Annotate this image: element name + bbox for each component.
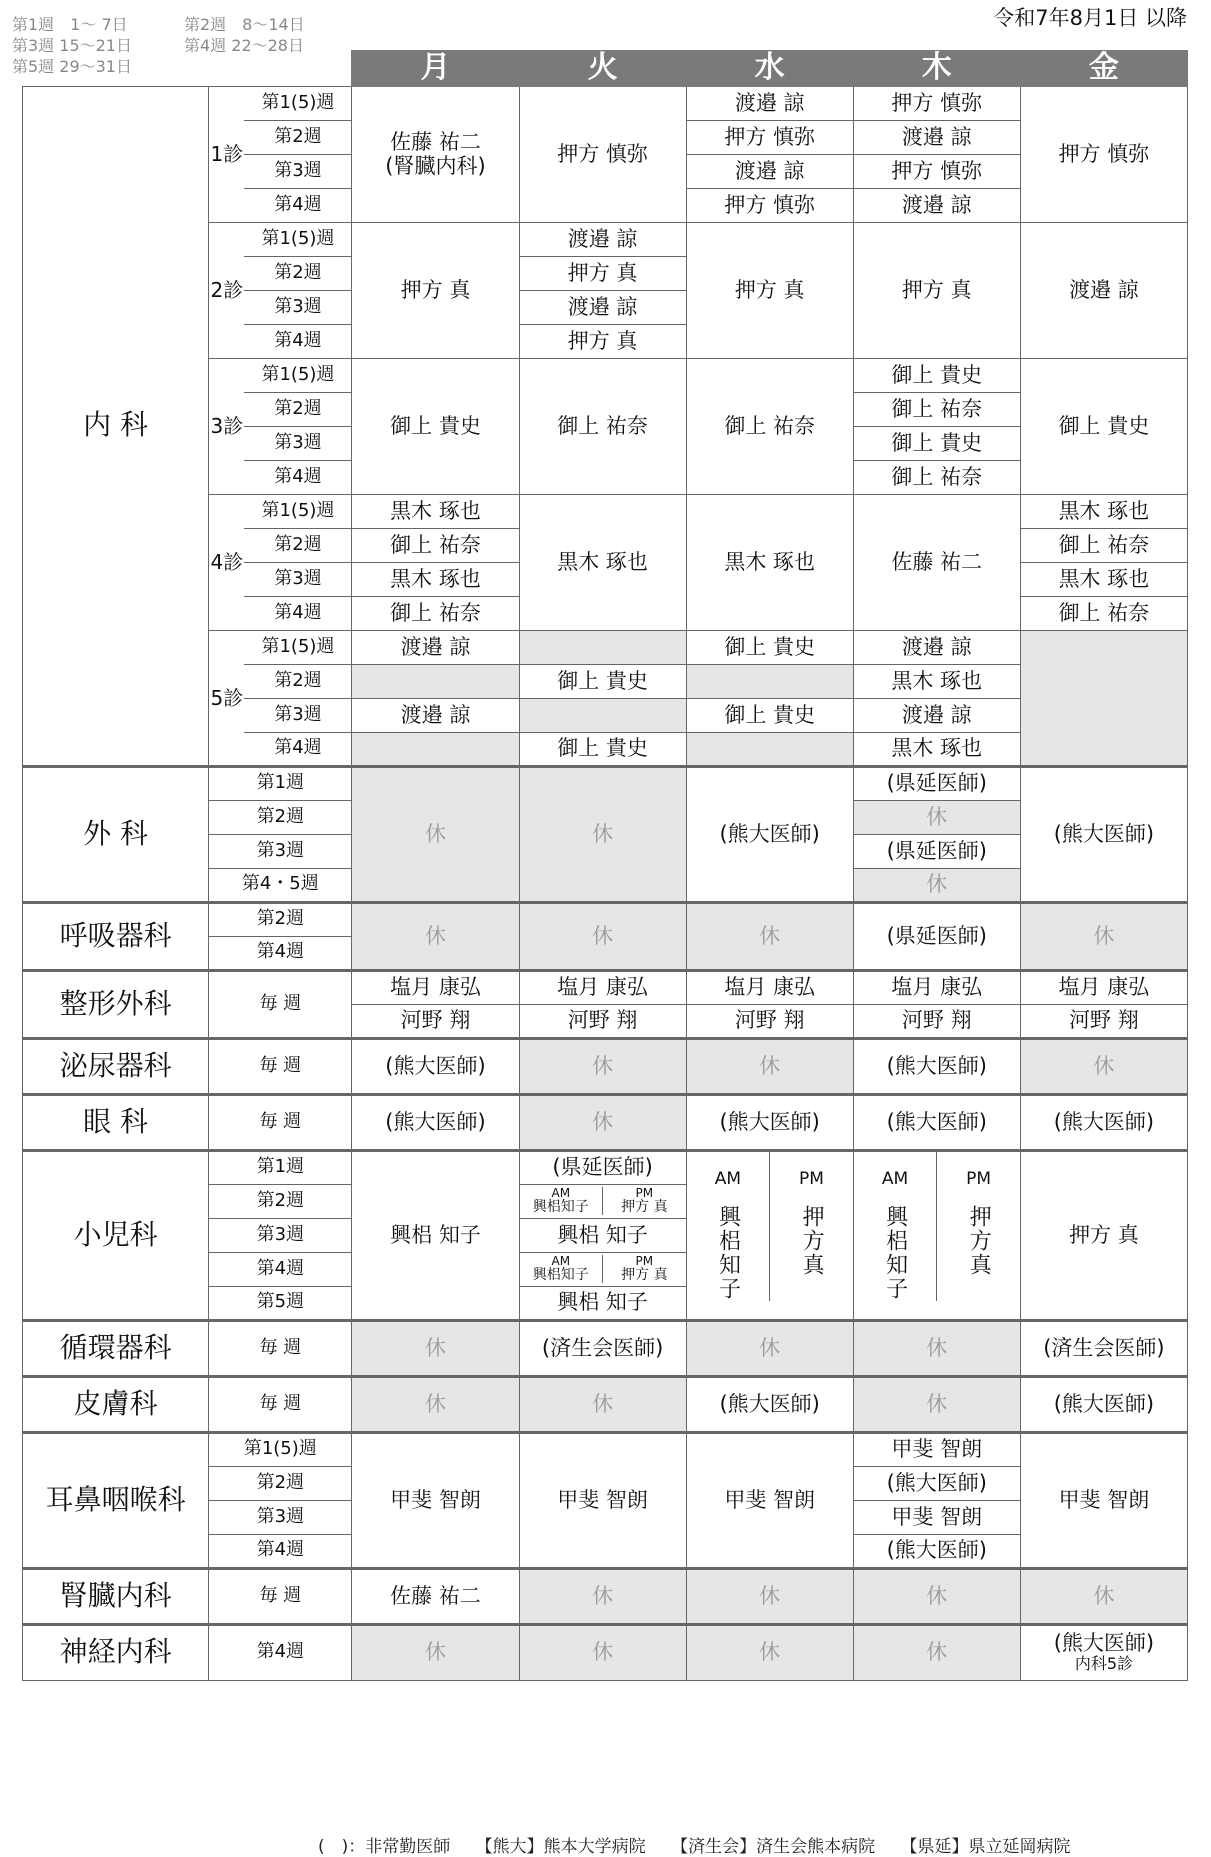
week-label: 第2週 [244, 664, 351, 698]
dept-ganka: 眼 科 [23, 1094, 209, 1150]
slot-mon-closed: 休 [352, 902, 519, 970]
slot-mon: 塩月 康弘 [352, 970, 519, 1004]
dept-seikei: 整形外科 [23, 970, 209, 1038]
slot-thu: 御上 貴史 [853, 358, 1020, 392]
slot-tue-empty [519, 698, 686, 732]
vertical-name: 興梠知子 [715, 1205, 741, 1302]
slot-tue: 御上 貴史 [519, 732, 686, 766]
day-thu: 木 [853, 51, 1020, 87]
dept-junkanki: 循環器科 [23, 1320, 209, 1376]
slot-fri: 押方 真 [1020, 1150, 1187, 1320]
slot-tue-empty [519, 630, 686, 664]
dept-shonika: 小児科 [23, 1150, 209, 1320]
slot-thu: 佐藤 祐二 [853, 494, 1020, 630]
day-wed: 水 [686, 51, 853, 87]
slot-thu: 押方 慎弥 [853, 154, 1020, 188]
diag-1: 1診 [209, 86, 245, 222]
vertical-name: 押方真 [966, 1205, 992, 1278]
slot-thu: 押方 真 [853, 222, 1020, 358]
slot-fri: (熊大医師) [1020, 1094, 1187, 1150]
slot-fri: 黒木 琢也 [1020, 494, 1187, 528]
week-label: 第1(5)週 [209, 1432, 352, 1466]
slot-wed: 河野 翔 [686, 1004, 853, 1038]
slot-wed: 渡邉 諒 [686, 86, 853, 120]
week-label: 第2週 [209, 800, 352, 834]
slot-mon: 興梠 知子 [352, 1150, 519, 1320]
week-label: 第2週 [209, 1184, 352, 1218]
slot-wed: 黒木 琢也 [686, 494, 853, 630]
week-label: 毎 週 [209, 1038, 352, 1094]
slot-wed: (熊大医師) [686, 1376, 853, 1432]
week-label: 第1(5)週 [244, 358, 351, 392]
dept-naika: 内 科 [23, 86, 209, 766]
slot-tue: 押方 真 [519, 324, 686, 358]
legend-item: 【熊大】熊本大学病院 [475, 1837, 646, 1857]
slot-thu-closed: 休 [853, 1624, 1020, 1680]
week-label: 第3週 [244, 426, 351, 460]
slot-mon-closed: 休 [352, 1376, 519, 1432]
week-label: 第1(5)週 [244, 630, 351, 664]
slot-thu: (県延医師) [853, 902, 1020, 970]
slot-mon-empty [352, 732, 519, 766]
day-mon: 月 [352, 51, 519, 87]
slot-mon: 佐藤 祐二 [352, 1568, 519, 1624]
slot-mon-empty [352, 664, 519, 698]
slot-fri: 押方 慎弥 [1020, 86, 1187, 222]
slot-mon: 渡邉 諒 [352, 630, 519, 664]
week-label: 第2週 [244, 392, 351, 426]
slot-mon: 御上 貴史 [352, 358, 519, 494]
slot-mon: 御上 祐奈 [352, 596, 519, 630]
week-label: 第2週 [244, 528, 351, 562]
slot-wed-closed: 休 [686, 1624, 853, 1680]
slot-fri-closed: 休 [1020, 1568, 1187, 1624]
slot-wed: 押方 慎弥 [686, 188, 853, 222]
slot-fri: 御上 祐奈 [1020, 528, 1187, 562]
day-header-row [23, 51, 1188, 87]
slot-thu: (県延医師) [853, 766, 1020, 800]
slot-tue-closed: 休 [519, 1094, 686, 1150]
slot-thu: 御上 祐奈 [853, 392, 1020, 426]
slot-thu-closed: 休 [853, 868, 1020, 902]
slot-mon-closed: 休 [352, 1624, 519, 1680]
slot-thu: 渡邉 諒 [853, 630, 1020, 664]
week-label: 第3週 [244, 698, 351, 732]
week-label: 毎 週 [209, 1094, 352, 1150]
slot-tue-split: AM 興梠知子 PM 押方 真 [519, 1184, 686, 1218]
vertical-name: 興梠知子 [882, 1205, 908, 1302]
week-label: 第1(5)週 [244, 222, 351, 256]
slot-mon: (熊大医師) [352, 1038, 519, 1094]
slot-fri: 甲斐 智朗 [1020, 1432, 1187, 1568]
slot-thu: 塩月 康弘 [853, 970, 1020, 1004]
slot-wed: (熊大医師) [686, 766, 853, 902]
slot-thu-closed: 休 [853, 1376, 1020, 1432]
slot-wed: 御上 祐奈 [686, 358, 853, 494]
slot-thu: 渡邉 諒 [853, 188, 1020, 222]
slot-wed-split: AM 興梠知子 PM 押方真 [686, 1150, 853, 1320]
effective-date: 令和7年8月1日 以降 [993, 6, 1187, 30]
slot-wed-closed: 休 [686, 1320, 853, 1376]
dept-kokyuki: 呼吸器科 [23, 902, 209, 970]
slot-fri: 渡邉 諒 [1020, 222, 1187, 358]
week-label: 第2週 [244, 120, 351, 154]
week-label: 第3週 [209, 834, 352, 868]
slot-mon: 河野 翔 [352, 1004, 519, 1038]
slot-tue: (済生会医師) [519, 1320, 686, 1376]
day-tue: 火 [519, 51, 686, 87]
slot-wed-closed: 休 [686, 902, 853, 970]
week-label: 毎 週 [209, 1320, 352, 1376]
week-label: 第3週 [209, 1218, 352, 1252]
slot-fri: 御上 祐奈 [1020, 596, 1187, 630]
diag-5: 5診 [209, 630, 245, 766]
slot-thu-closed: 休 [853, 1320, 1020, 1376]
week-label: 第3週 [209, 1500, 352, 1534]
slot-thu: (熊大医師) [853, 1534, 1020, 1568]
legend-item: ( )：非常勤医師 [318, 1837, 451, 1857]
slot-tue-closed: 休 [519, 1568, 686, 1624]
slot-fri-empty [1020, 630, 1187, 766]
slot-thu-closed: 休 [853, 1568, 1020, 1624]
slot-tue-closed: 休 [519, 1624, 686, 1680]
slot-fri: (熊大医師) [1020, 1376, 1187, 1432]
slot-tue: 河野 翔 [519, 1004, 686, 1038]
slot-fri: 黒木 琢也 [1020, 562, 1187, 596]
slot-thu: 御上 貴史 [853, 426, 1020, 460]
slot-fri-closed: 休 [1020, 1038, 1187, 1094]
week-label: 第4週 [209, 1252, 352, 1286]
legend-item: 【県延】県立延岡病院 [900, 1837, 1071, 1857]
slot-wed-empty [686, 732, 853, 766]
week-label: 第4週 [244, 596, 351, 630]
slot-wed: 押方 真 [686, 222, 853, 358]
dept-geka: 外 科 [23, 766, 209, 902]
slot-mon-closed: 休 [352, 766, 519, 902]
slot-wed: 御上 貴史 [686, 698, 853, 732]
slot-fri: 御上 貴史 [1020, 358, 1187, 494]
slot-tue: 押方 真 [519, 256, 686, 290]
week-label: 第3週 [244, 290, 351, 324]
slot-mon: 押方 真 [352, 222, 519, 358]
week-label: 第4週 [244, 324, 351, 358]
slot-thu: (熊大医師) [853, 1466, 1020, 1500]
diag-2: 2診 [209, 222, 245, 358]
slot-tue: 御上 祐奈 [519, 358, 686, 494]
slot-tue-closed: 休 [519, 1038, 686, 1094]
slot-wed: 塩月 康弘 [686, 970, 853, 1004]
week-label: 第1(5)週 [244, 86, 351, 120]
slot-thu: 黒木 琢也 [853, 732, 1020, 766]
week-definition-note: 第1週 1～ 7日 第2週 8～14日 第3週 15～21日 第4週 22～28日 第5週 29～31日 [12, 15, 305, 76]
slot-tue: 興梠 知子 [519, 1286, 686, 1320]
slot-thu: 御上 祐奈 [853, 460, 1020, 494]
slot-tue: 興梠 知子 [519, 1218, 686, 1252]
day-fri: 金 [1020, 51, 1187, 87]
slot-tue: 押方 慎弥 [519, 86, 686, 222]
dept-shinkei: 神経内科 [23, 1624, 209, 1680]
slot-fri: (済生会医師) [1020, 1320, 1187, 1376]
slot-tue: 渡邉 諒 [519, 222, 686, 256]
slot-fri-closed: 休 [1020, 902, 1187, 970]
slot-mon: 黒木 琢也 [352, 494, 519, 528]
week-label: 毎 週 [209, 1376, 352, 1432]
week-label: 第1週 [209, 766, 352, 800]
week-label: 第4週 [209, 936, 352, 970]
diag-3: 3診 [209, 358, 245, 494]
diag-4: 4診 [209, 494, 245, 630]
week-label: 第1週 [209, 1150, 352, 1184]
week-label: 第4週 [244, 732, 351, 766]
slot-thu: 渡邉 諒 [853, 120, 1020, 154]
slot-mon: 御上 祐奈 [352, 528, 519, 562]
week-label: 第4週 [209, 1624, 352, 1680]
slot-fri: 塩月 康弘 [1020, 970, 1187, 1004]
slot-wed: (熊大医師) [686, 1094, 853, 1150]
slot-wed: 渡邉 諒 [686, 154, 853, 188]
slot-thu: 甲斐 智朗 [853, 1500, 1020, 1534]
week-label: 第1(5)週 [244, 494, 351, 528]
slot-wed-closed: 休 [686, 1568, 853, 1624]
week-label: 第4・5週 [209, 868, 352, 902]
slot-thu-split: AM 興梠知子 PM 押方真 [853, 1150, 1020, 1320]
schedule-table [22, 50, 1188, 1681]
week-label: 第4週 [244, 188, 351, 222]
slot-wed: 御上 貴史 [686, 630, 853, 664]
slot-mon-closed: 休 [352, 1320, 519, 1376]
dept-jibika: 耳鼻咽喉科 [23, 1432, 209, 1568]
slot-thu: 河野 翔 [853, 1004, 1020, 1038]
dept-hinyoki: 泌尿器科 [23, 1038, 209, 1094]
legend [318, 1832, 1090, 1857]
slot-wed-closed: 休 [686, 1038, 853, 1094]
slot-thu: (県延医師) [853, 834, 1020, 868]
slot-tue: 甲斐 智朗 [519, 1432, 686, 1568]
slot-tue: 黒木 琢也 [519, 494, 686, 630]
dept-jinzo: 腎臓内科 [23, 1568, 209, 1624]
slot-wed: 押方 慎弥 [686, 120, 853, 154]
slot-tue: 渡邉 諒 [519, 290, 686, 324]
slot-wed: 甲斐 智朗 [686, 1432, 853, 1568]
legend-item: 【済生会】済生会熊本病院 [671, 1837, 876, 1857]
slot-thu: 甲斐 智朗 [853, 1432, 1020, 1466]
week-label: 第4週 [209, 1534, 352, 1568]
slot-fri: (熊大医師) [1020, 766, 1187, 902]
slot-thu: 渡邉 諒 [853, 698, 1020, 732]
slot-tue-closed: 休 [519, 902, 686, 970]
slot-thu-closed: 休 [853, 800, 1020, 834]
slot-tue: (県延医師) [519, 1150, 686, 1184]
slot-thu: (熊大医師) [853, 1094, 1020, 1150]
week-label: 第5週 [209, 1286, 352, 1320]
slot-thu: (熊大医師) [853, 1038, 1020, 1094]
slot-thu: 黒木 琢也 [853, 664, 1020, 698]
slot-tue: 御上 貴史 [519, 664, 686, 698]
week-label: 第3週 [244, 154, 351, 188]
week-label: 第3週 [244, 562, 351, 596]
week-label: 毎 週 [209, 970, 352, 1038]
slot-mon: 渡邉 諒 [352, 698, 519, 732]
week-label: 第2週 [209, 1466, 352, 1500]
slot-tue-closed: 休 [519, 1376, 686, 1432]
week-label: 第4週 [244, 460, 351, 494]
week-label: 毎 週 [209, 1568, 352, 1624]
slot-mon: 甲斐 智朗 [352, 1432, 519, 1568]
slot-tue-split: AM 興梠知子 PM 押方 真 [519, 1252, 686, 1286]
slot-tue-closed: 休 [519, 766, 686, 902]
week-label: 第2週 [244, 256, 351, 290]
vertical-name: 押方真 [799, 1205, 825, 1278]
slot-mon: 黒木 琢也 [352, 562, 519, 596]
dept-hifuka: 皮膚科 [23, 1376, 209, 1432]
slot-tue: 塩月 康弘 [519, 970, 686, 1004]
slot-fri: 河野 翔 [1020, 1004, 1187, 1038]
slot-mon: (熊大医師) [352, 1094, 519, 1150]
week-label: 第2週 [209, 902, 352, 936]
slot-fri: (熊大医師) 内科5診 [1020, 1624, 1187, 1680]
slot-thu: 押方 慎弥 [853, 86, 1020, 120]
slot-mon: 佐藤 祐二 (腎臓内科) [352, 86, 519, 222]
slot-wed-empty [686, 664, 853, 698]
